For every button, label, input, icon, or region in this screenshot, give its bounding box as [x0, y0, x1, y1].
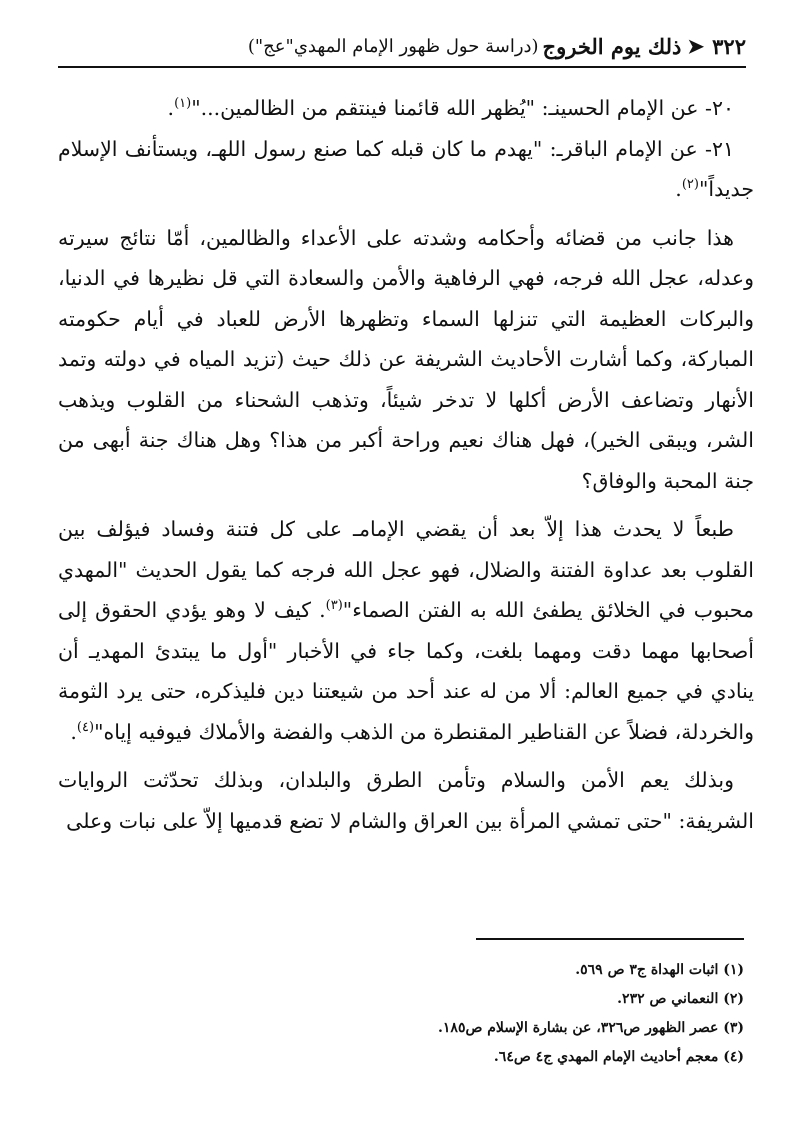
- footnote-ref: (١): [174, 96, 192, 112]
- paragraph-tail: . كيف لا وهو يؤدي الحقوق إلى أصحابها مهما دقت ومهما بلغت، وكما جاء في الأخبار "أول ما يبتدئ المهديـ أن ينادي في جميع العالم: ألا من له عند أحد من شيعتنا دين فليذكره، حتى يرد الثومة والخردلة، فضلاً عن القناطير المقنطرة من الذهب والفضة والأملاك فيوفيه إياه": [58, 598, 754, 744]
- footnote-3: (٣) عصر الظهور ص٣٢٦، عن بشارة الإسلام ص١٨٥.: [438, 1020, 744, 1036]
- footnote-ref: (٢): [681, 177, 699, 193]
- paragraph-tail: .: [70, 719, 77, 744]
- paragraph-text: هذا جانب من قضائه وأحكامه وشدته على الأعداء والظالمين، أمّا نتائج سيرته وعدله، عجل الله فرجه، فهي الرفاهية والأمن والسعادة التي قل نظيرها في الدنيا، والبركات العظيمة التي تنزلها السماء وتظهرها الأرض للعباد في أيام حكومته المباركة، وكما أشارت الأحاديث الشريفة عن ذلك حيث (تزيد المياه في دولته وتمد الأنهار وتضاعف الأرض أكلها لا تدخر شيئاً، وتذهب الشحناء من القلوب ويذهب الشر، ويبقى الخير)، فهل هناك نعيم وراحة أكبر من هذا؟ وهل هناك جنة أبهى من جنة المحبة والوفاق؟: [58, 225, 754, 493]
- page-number: ٣٢٢: [712, 33, 746, 59]
- paragraph-tail: .: [167, 96, 175, 120]
- book-title: ذلك يوم الخروج: [542, 33, 682, 59]
- footnotes: [200, 956, 744, 1072]
- paragraph-text: وبذلك يعم الأمن والسلام وتأمن الطرق والبلدان، وبذلك تحدّثت الروايات الشريفة: "حتى تمشي المرأة بين العراق والشام لا تضع قدميها إلاّ على نبات وعلى: [58, 768, 754, 833]
- paragraph-text: ٢٠- عن الإمام الحسينـ: "يُظهر الله قائمنا فينتقم من الظالمين...": [191, 96, 734, 120]
- footnote-ref: (٣): [325, 598, 343, 614]
- book-subtitle: (دراسة حول ظهور الإمام المهدي"عج"): [247, 35, 539, 57]
- footnote-2: (٢) النعماني ص ٢٣٢.: [617, 991, 744, 1007]
- paragraph-tail: .: [675, 177, 682, 201]
- arrow-icon: ➤: [687, 34, 705, 58]
- page-body: [58, 88, 754, 841]
- footnote-4: (٤) معجم أحاديث الإمام المهدي ج٤ ص٦٤.: [493, 1049, 744, 1065]
- paragraph-results: [58, 218, 754, 502]
- footnote-divider: [476, 938, 744, 940]
- page-header: [58, 26, 746, 68]
- paragraph-text: ٢١- عن الإمام الباقرـ: "يهدم ما كان قبله كما صنع رسول اللهـ، ويستأنف الإسلام جديداً": [58, 136, 754, 201]
- paragraph-security: [58, 760, 754, 841]
- hadith-21: [58, 129, 754, 210]
- paragraph-text: طبعاً لا يحدث هذا إلاّ بعد أن يقضي الإمامـ على كل فتنة وفساد فيؤلف بين القلوب بعد عداوة الفتنة والضلال، فهو عجل الله فرجه كما يقول الحديث "المهدي محبوب في الخلائق يطفئ الله به الفتن الصماء": [58, 517, 754, 622]
- footnote-1: (١) اثبات الهداة ج٣ ص ٥٦٩.: [575, 962, 744, 978]
- hadith-20: [58, 88, 754, 129]
- paragraph-justice: [58, 509, 754, 752]
- footnote-ref: (٤): [76, 719, 95, 735]
